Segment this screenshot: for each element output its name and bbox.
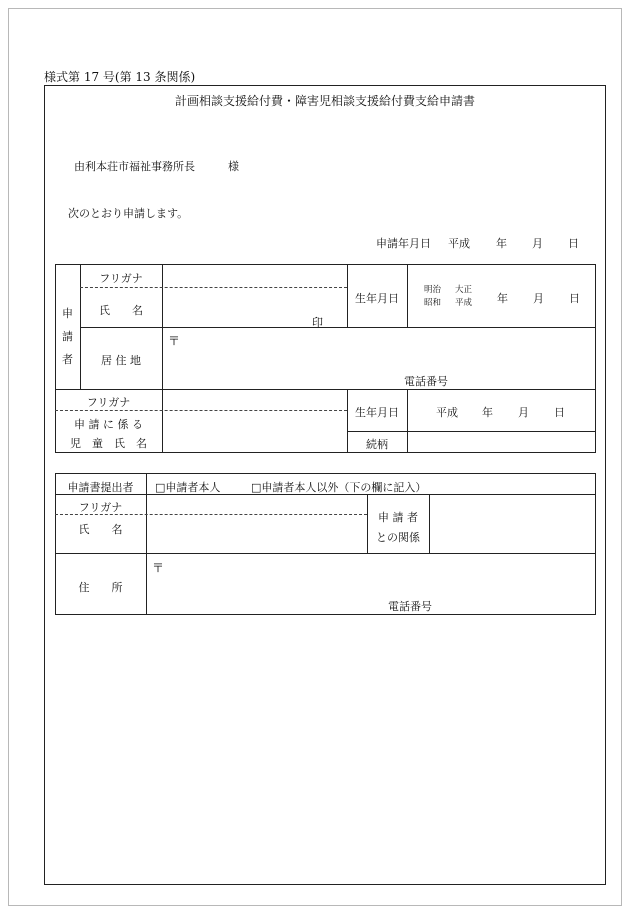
applicant-furigana-label: フリガナ (99, 272, 143, 285)
applicant-section-label: 申 請 者 (62, 307, 73, 366)
submitter-phone-label: 電話番号 (388, 600, 432, 613)
child-birth-month: 月 (518, 406, 529, 419)
applicant-name-label: 氏 名 (99, 304, 143, 317)
child-furigana-label: フリガナ (86, 396, 131, 409)
applicant-postal-mark: 〒 (168, 334, 181, 348)
applicant-phone-label: 電話番号 (404, 375, 448, 388)
applicant-birth-year: 年 (497, 292, 508, 305)
applicant-seal-mark: 印 (312, 316, 323, 329)
submitter-option-self[interactable]: □申請者本人 (155, 481, 221, 494)
applicant-furigana-field[interactable] (166, 270, 344, 284)
application-date-month: 月 (532, 237, 543, 250)
application-date-day: 日 (568, 237, 579, 250)
applicant-birth-day: 日 (569, 292, 580, 305)
child-birth-era: 平成 (436, 406, 458, 419)
intro-text: 次のとおり申請します。 (68, 207, 189, 220)
addressee-honorific: 様 (228, 160, 239, 173)
child-birth-label: 生年月日 (355, 406, 399, 419)
submitter-option-other[interactable]: □申請者本人以外（下の欄に記入） (251, 481, 427, 494)
submitter-name-field[interactable] (150, 517, 364, 551)
application-date-label: 申請年月日 (376, 237, 431, 250)
child-furigana-field[interactable] (166, 393, 344, 408)
submitter-label: 申請書提出者 (67, 481, 134, 494)
child-birth-day: 日 (554, 406, 565, 419)
application-date-era: 平成 (448, 237, 470, 250)
form-number: 様式第 17 号(第 13 条関係) (44, 70, 196, 84)
child-name-label-line1: 申 請 に 係 る (74, 418, 143, 431)
submitter-relation-label-line2: との関係 (376, 531, 420, 544)
submitter-furigana-field[interactable] (150, 497, 364, 511)
submitter-relation-label-line1: 申 請 者 (378, 511, 418, 524)
submitter-name-label: 氏 名 (78, 523, 123, 536)
child-birth-year: 年 (482, 406, 493, 419)
era-taisho: 大正 (455, 285, 473, 295)
form-title: 計画相談支援給付費・障害児相談支援給付費支給申請書 (174, 94, 475, 108)
addressee: 由利本荘市福祉事務所長 (74, 160, 195, 173)
child-name-label-line2: 児 童 氏 名 (70, 437, 147, 450)
submitter-relation-field[interactable] (432, 497, 592, 551)
applicant-address-label: 居 住 地 (101, 354, 141, 367)
era-meiji: 明治 (424, 285, 442, 295)
child-name-field[interactable] (166, 414, 344, 450)
applicant-address-field[interactable] (182, 333, 592, 373)
applicant-birth-label: 生年月日 (355, 292, 399, 305)
submitter-furigana-label: フリガナ (78, 501, 123, 514)
submitter-address-label: 住 所 (78, 581, 123, 594)
submitter-address-field[interactable] (166, 558, 592, 596)
era-showa: 昭和 (424, 298, 442, 308)
submitter-postal-mark: 〒 (152, 561, 165, 575)
child-relation-label: 続柄 (366, 438, 388, 451)
child-relation-field[interactable] (410, 433, 593, 451)
era-heisei: 平成 (455, 298, 473, 308)
application-date-year: 年 (496, 237, 507, 250)
applicant-birth-month: 月 (533, 292, 544, 305)
